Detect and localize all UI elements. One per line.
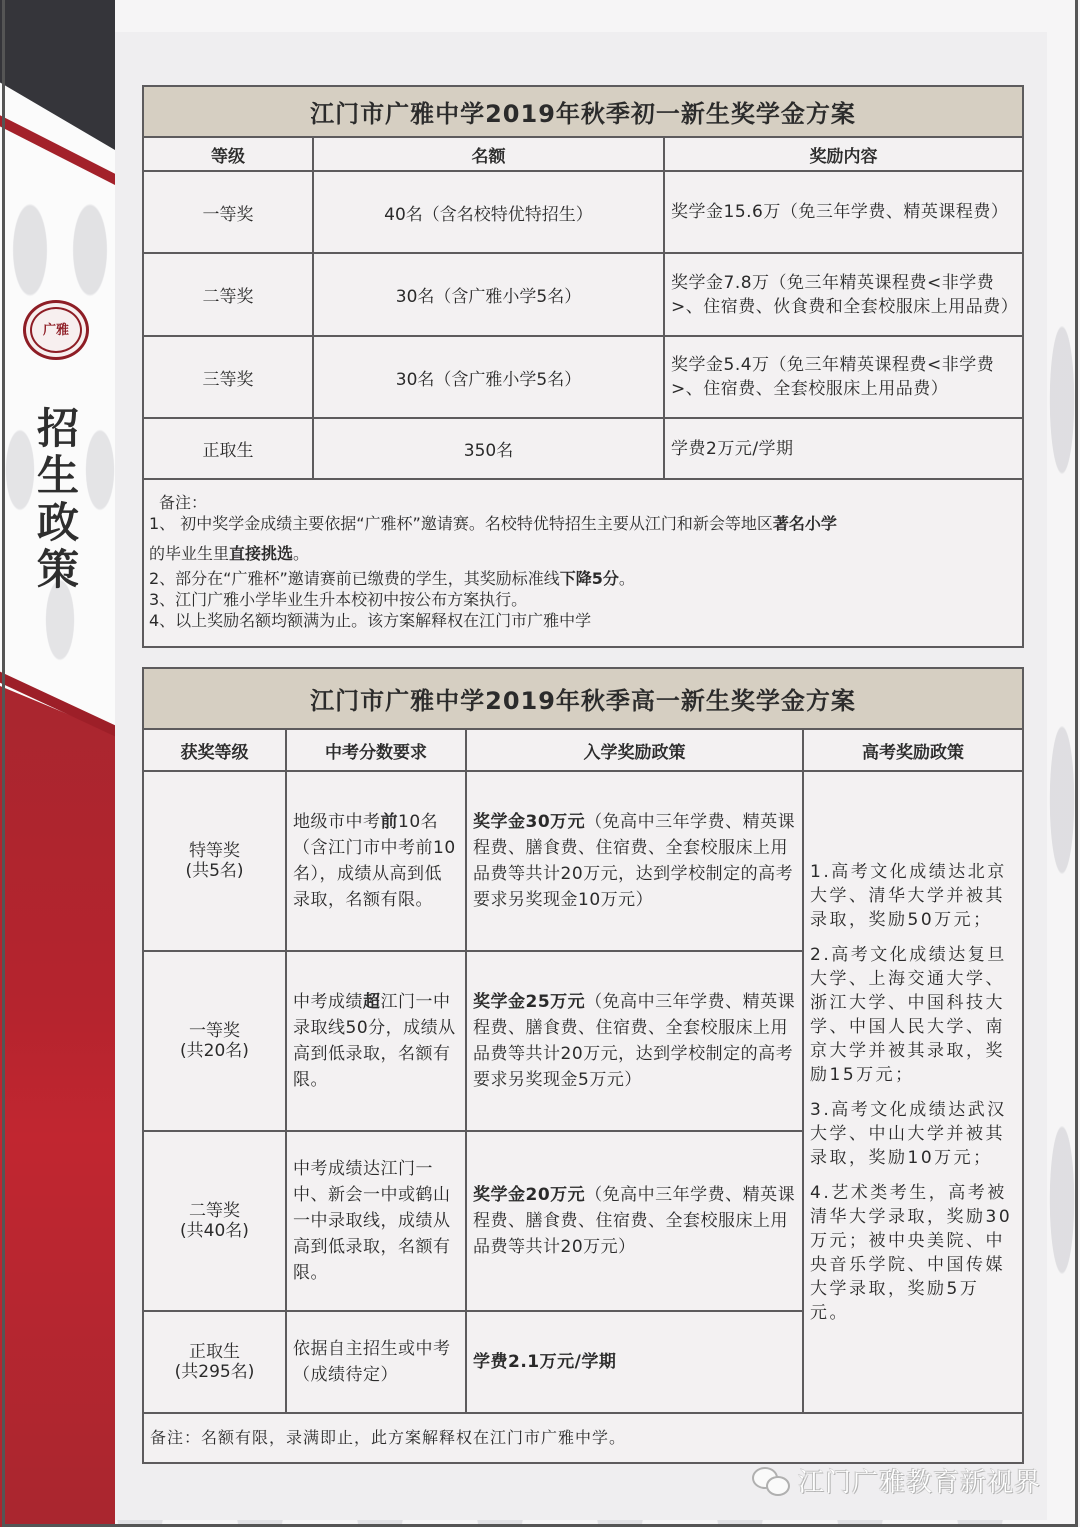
school-seal-icon [23,300,89,360]
grade-cell: 正取生 [143,418,313,479]
note-emphasis: 下降5分 [559,569,619,588]
note-text: 的毕业生里 [149,544,230,563]
grade-name: 特等奖 [189,841,240,861]
reward-details: （免高中三年学费、精英课程费、膳食费、住宿费、全套校服床上用品费等共计20万元） [473,1185,796,1257]
senior-notes: 备注：名额有限，录满即止，此方案解释权在江门市广雅中学。 [143,1413,1023,1463]
note-text: 2、部分在“广雅杯”邀请赛前已缴费的学生，其奖励标准线 [149,569,560,588]
table-row [143,171,1023,253]
grade-count: (共20名) [180,1041,249,1061]
score-emphasis: 超 [363,992,381,1012]
reward-amount: 学费2.1万元/学期 [473,1352,617,1372]
notes-label: 备注： [159,493,208,512]
score-cell [286,951,466,1131]
admission-reward-cell [466,1311,803,1413]
grade-cell: 二等奖 [143,253,313,336]
score-cell [286,1131,466,1311]
grade-cell: 一等奖 [143,171,313,253]
gaokao-item: 1.高考文化成绩达北京大学、清华大学并被其录取，奖励50万元； [810,862,1007,930]
admission-reward-cell [466,1131,803,1311]
gaokao-policy-cell [803,771,1023,1413]
reward-cell: 奖学金15.6万（免三年学费、精英课程费） [664,171,1023,253]
senior-table-title: 江门市广雅中学2019年秋季高一新生奖学金方案 [143,668,1023,729]
grade-cell [143,1311,286,1413]
quota-cell: 30名（含广雅小学5名） [313,253,664,336]
grade-name: 二等奖 [189,1201,240,1221]
score-emphasis: 前 [380,812,398,832]
note-4: 4、以上奖励名额均额满为止。该方案解释权在江门市广雅中学 [149,611,592,630]
sidebar-red-block [0,660,115,1527]
grade-count: (共295名) [174,1362,255,1382]
wechat-icon [752,1465,792,1497]
seal-glyph: 广雅 [30,307,82,353]
senior-scholarship-table [142,667,1024,1464]
junior-table-title: 江门市广雅中学2019年秋季初一新生奖学金方案 [143,86,1023,137]
gaokao-item: 2.高考文化成绩达复旦大学、上海交通大学、浙江大学、中国科技大学、中国人民大学、南京大学并被其录取，奖励15万元； [810,945,1007,1085]
score-cell [286,1311,466,1413]
grade-cell [143,1131,286,1311]
note-emphasis: 直接挑选 [229,544,294,563]
gaokao-item: 4.艺术类考生，高考被清华大学录取，奖励30万元；被中央美院、中央音乐学院、中国传媒大学录取，奖励5万元。 [810,1183,1013,1323]
watermark [752,1462,1041,1499]
score-text: 依据自主招生或中考（成绩待定） [293,1339,451,1385]
reward-amount: 奖学金30万元 [473,812,586,832]
admission-reward-cell [466,771,803,951]
admission-reward-cell [466,951,803,1131]
score-text: 中考成绩 [293,992,363,1012]
note-text: 。 [618,569,635,588]
junior-notes [143,479,1023,647]
note-1 [149,513,1017,534]
left-sidebar [0,0,115,1527]
note-3: 3、江门广雅小学毕业生升本校初中按公布方案执行。 [149,590,528,609]
watermark-text: 江门广雅教育新视界 [798,1468,1042,1498]
reward-amount: 奖学金25万元 [473,992,586,1012]
table-row [143,771,1023,951]
score-text: 江门一中录取线50分，成绩从高到低录取，名额有限。 [293,992,456,1090]
header-award-grade: 获奖等级 [143,729,286,771]
header-score-requirement: 中考分数要求 [286,729,466,771]
grade-name: 正取生 [189,1342,240,1362]
reward-details: （免高中三年学费、精英课程费、膳食费、住宿费、全套校服床上用品费等共计20万元，达到学校制定的高考要求另奖现金5万元） [473,992,796,1090]
header-quota: 名额 [313,137,664,171]
table-row [143,418,1023,479]
reward-cell: 奖学金7.8万（免三年精英课程费<非学费>、住宿费、伙食费和全套校服床上用品费） [664,253,1023,336]
reward-cell: 学费2万元/学期 [664,418,1023,479]
note-text: 。 [293,544,310,563]
reward-cell: 奖学金5.4万（免三年精英课程费<非学费>、住宿费、全套校服床上用品费） [664,336,1023,418]
quota-cell: 350名 [313,418,664,479]
grade-cell: 三等奖 [143,336,313,418]
header-admission-reward: 入学奖励政策 [466,729,803,771]
reward-details: （免高中三年学费、精英课程费、膳食费、住宿费、全套校服床上用品费等共计20万元，达到学校制定的高考要求另奖现金10万元） [473,812,796,910]
note-text: 1、 初中奖学金成绩主要依据“广雅杯”邀请赛。名校特优特招生主要从江门和新会等地区 [149,514,773,533]
note-1-cont [149,543,1017,564]
score-cell [286,771,466,951]
junior-scholarship-table [142,85,1024,648]
score-text: 地级市中考 [293,812,381,832]
header-reward: 奖励内容 [664,137,1023,171]
grade-count: (共40名) [180,1221,249,1241]
score-text: 中考成绩达江门一中、新会一中或鹤山一中录取线，成绩从高到低录取，名额有限。 [293,1159,451,1283]
grade-cell [143,951,286,1131]
quota-cell: 30名（含广雅小学5名） [313,336,664,418]
grade-cell [143,771,286,951]
quota-cell: 40名（含名校特优特招生） [313,171,664,253]
score-text: 10名（含江门市中考前10名），成绩从高到低录取，名额有限。 [293,812,456,910]
header-grade: 等级 [143,137,313,171]
note-emphasis: 著名小学 [772,514,837,533]
note-2 [149,568,1017,589]
header-gaokao-reward: 高考奖励政策 [803,729,1023,771]
gaokao-item: 3.高考文化成绩达武汉大学、中山大学并被其录取，奖励10万元； [810,1100,1007,1168]
grade-name: 一等奖 [189,1021,240,1041]
reward-amount: 奖学金20万元 [473,1185,586,1205]
table-row [143,336,1023,418]
section-title-vertical: 招生政策 [36,404,79,594]
table-row [143,253,1023,336]
grade-count: (共5名) [185,861,244,881]
